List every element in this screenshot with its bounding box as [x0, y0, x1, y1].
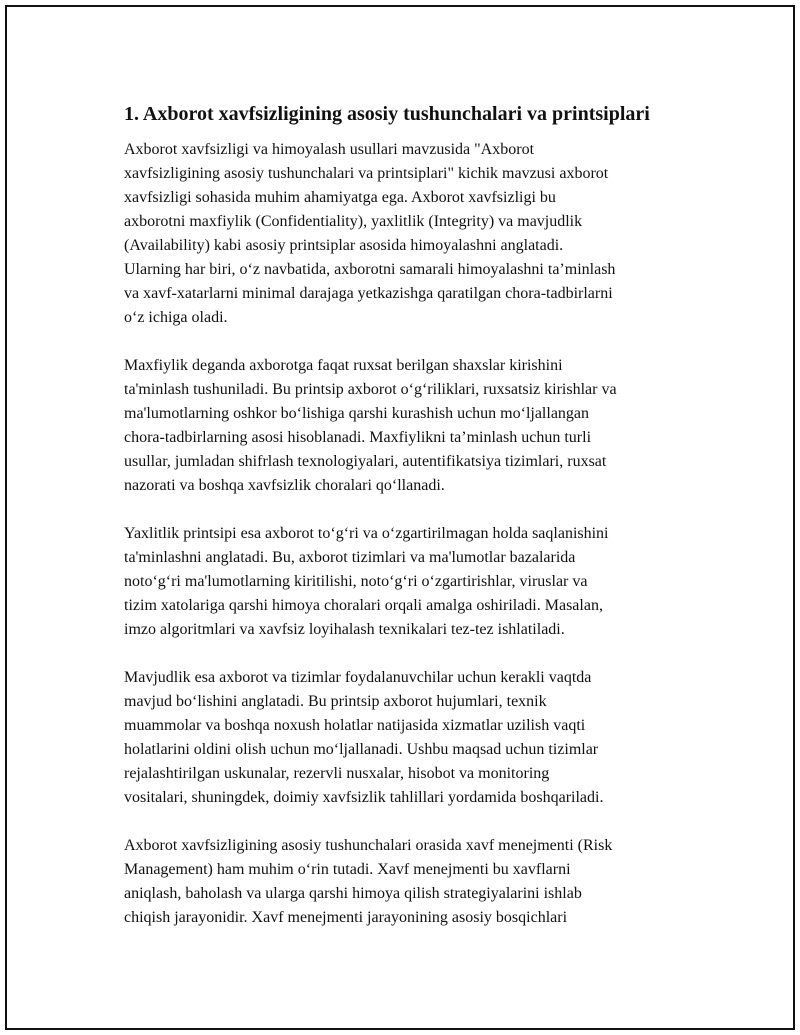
paragraph	[124, 666, 699, 810]
paragraph-line: aniqlash, baholash va ularga qarshi himoya qilish strategiyalarini ishlab	[124, 885, 582, 902]
page-frame	[5, 5, 795, 1030]
paragraph-line: muammolar va boshqa noxush holatlar natijasida xizmatlar uzilish vaqti	[124, 717, 586, 734]
paragraph-line: xavfsizligi sohasida muhim ahamiyatga ega. Axborot xavfsizligi bu	[124, 189, 556, 206]
paragraph-line: ta'minlash tushuniladi. Bu printsip axborot o‘g‘riliklari, ruxsatsiz kirishlar va	[124, 381, 617, 398]
paragraph-line: usullar, jumladan shifrlash texnologiyalari, autentifikatsiya tizimlari, ruxsat	[124, 453, 607, 470]
paragraph-line: xavfsizligining asosiy tushunchalari va printsiplari" kichik mavzusi axborot	[124, 165, 609, 182]
paragraph	[124, 354, 699, 498]
paragraph-line: nazorati va boshqa xavfsizlik choralari qo‘llanadi.	[124, 477, 445, 494]
paragraph	[124, 522, 699, 642]
paragraph-line: chiqish jarayonidir. Xavf menejmenti jarayonining asosiy bosqichlari	[124, 909, 568, 926]
paragraph-line: tizim xatolariga qarshi himoya choralari orqali amalga oshiriladi. Masalan,	[124, 597, 603, 614]
paragraph	[124, 834, 699, 930]
paragraph-line: ta'minlashni anglatadi. Bu, axborot tizimlari va ma'lumotlar bazalarida	[124, 549, 576, 566]
paragraph-line: rejalashtirilgan uskunalar, rezervli nusxalar, hisobot va monitoring	[124, 765, 550, 782]
paragraph-line: ma'lumotlarning oshkor bo‘lishiga qarshi kurashish uchun mo‘ljallangan	[124, 405, 590, 422]
document-body	[124, 100, 699, 930]
paragraph-line: Yaxlitlik printsipi esa axborot to‘g‘ri va o‘zgartirilmagan holda saqlanishini	[124, 525, 609, 542]
paragraph-line: o‘z ichiga oladi.	[124, 309, 228, 326]
paragraph-line: Axborot xavfsizligining asosiy tushunchalari orasida xavf menejmenti (Risk	[124, 837, 613, 854]
paragraph-line: holatlarini oldini olish uchun mo‘ljallanadi. Ushbu maqsad uchun tizimlar	[124, 741, 599, 758]
paragraph-line: mavjud bo‘lishini anglatadi. Bu printsip axborot hujumlari, texnik	[124, 693, 547, 710]
paragraph-line: noto‘g‘ri ma'lumotlarning kiritilishi, noto‘g‘ri o‘zgartirishlar, viruslar va	[124, 573, 588, 590]
section-title: 1. Axborot xavfsizligining asosiy tushunchalari va printsiplari	[124, 103, 650, 125]
paragraph-line: imzo algoritmlari va xavfsiz loyihalash texnikalari tez-tez ishlatiladi.	[124, 621, 565, 638]
paragraph	[124, 138, 699, 330]
paragraph-line: Axborot xavfsizligi va himoyalash usullari mavzusida "Axborot	[124, 141, 535, 158]
paragraph-line: axborotni maxfiylik (Confidentiality), yaxlitlik (Integrity) va mavjudlik	[124, 213, 583, 230]
paragraph-line: va xavf-xatarlarni minimal darajaga yetkazishga qaratilgan chora-tadbirlarni	[124, 285, 613, 302]
paragraph-line: Mavjudlik esa axborot va tizimlar foydalanuvchilar uchun kerakli vaqtda	[124, 669, 592, 686]
paragraph-line: Management) ham muhim o‘rin tutadi. Xavf menejmenti bu xavflarni	[124, 861, 571, 878]
paragraph-line: chora-tadbirlarning asosi hisoblanadi. Maxfiylikni ta’minlash uchun turli	[124, 429, 592, 446]
paragraph-line: vositalari, shuningdek, doimiy xavfsizlik tahlillari yordamida boshqariladi.	[124, 789, 604, 806]
paragraph-line: Ularning har biri, o‘z navbatida, axborotni samarali himoyalashni ta’minlash	[124, 261, 616, 278]
paragraph-line: (Availability) kabi asosiy printsiplar asosida himoyalashni anglatadi.	[124, 237, 564, 254]
paragraph-line: Maxfiylik deganda axborotga faqat ruxsat berilgan shaxslar kirishini	[124, 357, 563, 374]
paragraph-list	[124, 138, 699, 930]
